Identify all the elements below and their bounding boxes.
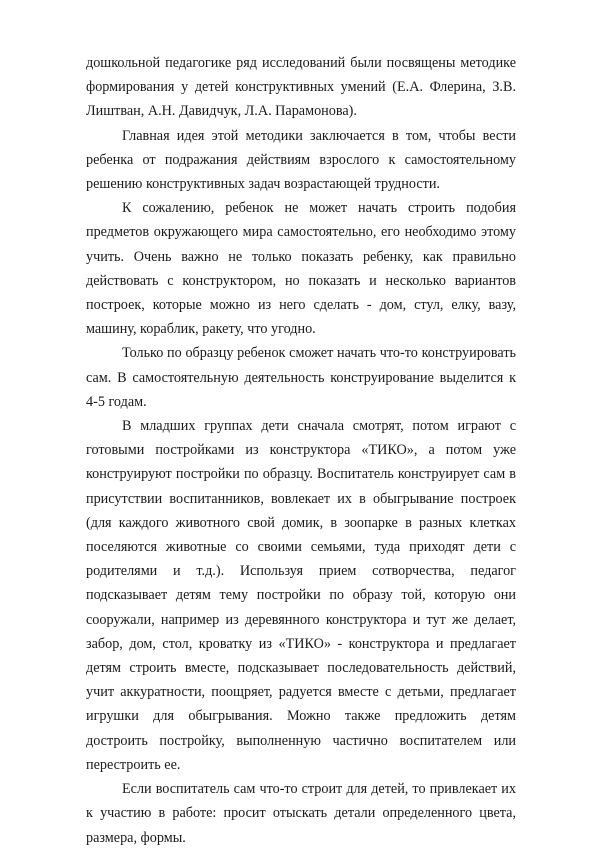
paragraph-teacher-involvement: Если воспитатель сам что-то строит для детей, то привлекает их к участию в работе: просит отыскать детали определенного цвета, размера, формы. [86, 781, 516, 846]
paragraph-by-sample: Только по образцу ребенок сможет начать что-то конструировать сам. В самостоятельную деятельность конструирование выделится к 4-5 годам. [86, 345, 516, 410]
body-text [86, 51, 516, 850]
paragraph-younger-groups: В младших группах дети сначала смотрят, потом играют с готовыми постройками из конструктора «ТИКО», а потом уже конструируют постройки по образцу. Воспитатель конструирует сам в присутствии воспитанников, вовлекает их в обыгрывание построек (для каждого животного свой домик, в зоопарке в разных клетках поселяются животные со своими семьями, туда приходят дети с родителями и т.д.). Используя прием сотворчества, педагог подсказывает детям тему постройки по образу той, которую они сооружали, например из деревянного конструктора и тут же делает, забор, дом, стол, кроватку из «ТИКО» - конструктора и предлагает детям строить вместе, подсказывает последовательность действий, учит аккуратности, поощряет, радуется вместе с детьми, предлагает игрушки для обыгрывания. Можно также предложить детям достроить постройку, выполненную частично воспитателем или перестроить ее. [86, 418, 516, 773]
paragraph-learning-to-build: К сожалению, ребенок не может начать строить подобия предметов окружающего мира самостоятельно, его необходимо этому учить. Очень важно не только показать ребенку, как правильно действовать с конструктором, но показать и несколько вариантов построек, которые можно из него сделать - дом, стул, елку, вазу, машину, кораблик, ракету, что угодно. [86, 200, 516, 338]
paragraph-continuation: дошкольной педагогике ряд исследований были посвящены методике формирования у детей конструктивных умений (Е.А. Флерина, З.В. Лиштван, А.Н. Давидчук, Л.А. Парамонова). [86, 55, 516, 120]
paragraph-main-idea: Главная идея этой методики заключается в том, чтобы вести ребенка от подражания действиям взрослого к самостоятельному решению конструктивных задач возрастающей трудности. [86, 127, 516, 193]
